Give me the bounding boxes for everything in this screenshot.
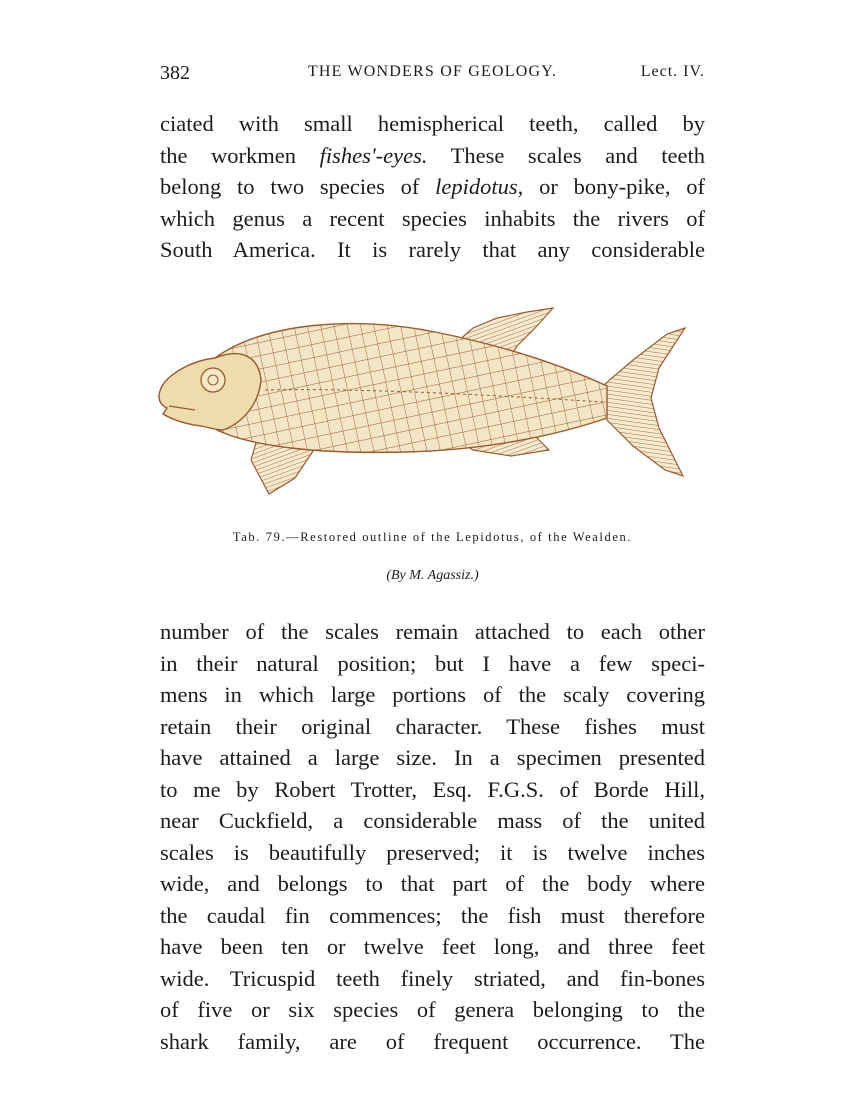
text-line: scales is beautifully preserved; it is twelve inches: [160, 839, 705, 865]
text-line: shark family, are of frequent occurrence. The: [160, 1028, 705, 1054]
text-line: ciated with small hemispherical teeth, called by: [160, 111, 705, 136]
text-line: South America. It is rarely that any considerable: [160, 237, 705, 262]
lecture-label: Lect. IV.: [640, 63, 705, 80]
text-line: the caudal fin commences; the fish must therefore: [160, 902, 705, 928]
text-line: in their natural position; but I have a few speci-: [160, 650, 705, 676]
text-line: wide. Tricuspid teeth finely striated, and fin-bones: [160, 965, 705, 991]
text-line: of five or six species of genera belonging to the: [160, 997, 705, 1022]
running-header: [160, 62, 705, 90]
page-number: 382: [160, 62, 190, 84]
lepidotus-illustration: [155, 298, 715, 513]
text-line: have been ten or twelve feet long, and three feet: [160, 934, 705, 959]
text-line: near Cuckfield, a considerable mass of the united: [160, 808, 705, 833]
text-line: which genus a recent species inhabits the rivers of: [160, 205, 705, 231]
italic-term: lepidotus,: [435, 174, 524, 199]
paragraph-bottom: [160, 616, 705, 1057]
italic-term: fishes'-eyes.: [319, 142, 428, 168]
text-line: mens in which large portions of the scaly covering: [160, 682, 705, 707]
paragraph-top: [160, 108, 705, 266]
fish-body: [215, 324, 607, 453]
figure-caption: Tab. 79.—Restored outline of the Lepidotus, of the Wealden.: [232, 530, 633, 544]
text-line: belong to two species of lepidotus, or bony-pike, of: [160, 174, 705, 199]
caudal-fin: [605, 328, 685, 476]
text-line: number of the scales remain attached to each other: [160, 619, 705, 644]
text-line: have attained a large size. In a specimen presented: [160, 745, 705, 770]
fish-eye: [201, 368, 225, 392]
running-title: THE WONDERS OF GEOLOGY.: [307, 63, 558, 80]
text-line: the workmen fishes'-eyes. These scales and teeth: [160, 142, 705, 168]
text-line: retain their original character. These fishes must: [160, 713, 705, 739]
figure-credit: (By M. Agassiz.): [386, 568, 479, 583]
text-line: to me by Robert Trotter, Esq. F.G.S. of Borde Hill,: [160, 776, 705, 802]
text-line: wide, and belongs to that part of the body where: [160, 871, 705, 896]
